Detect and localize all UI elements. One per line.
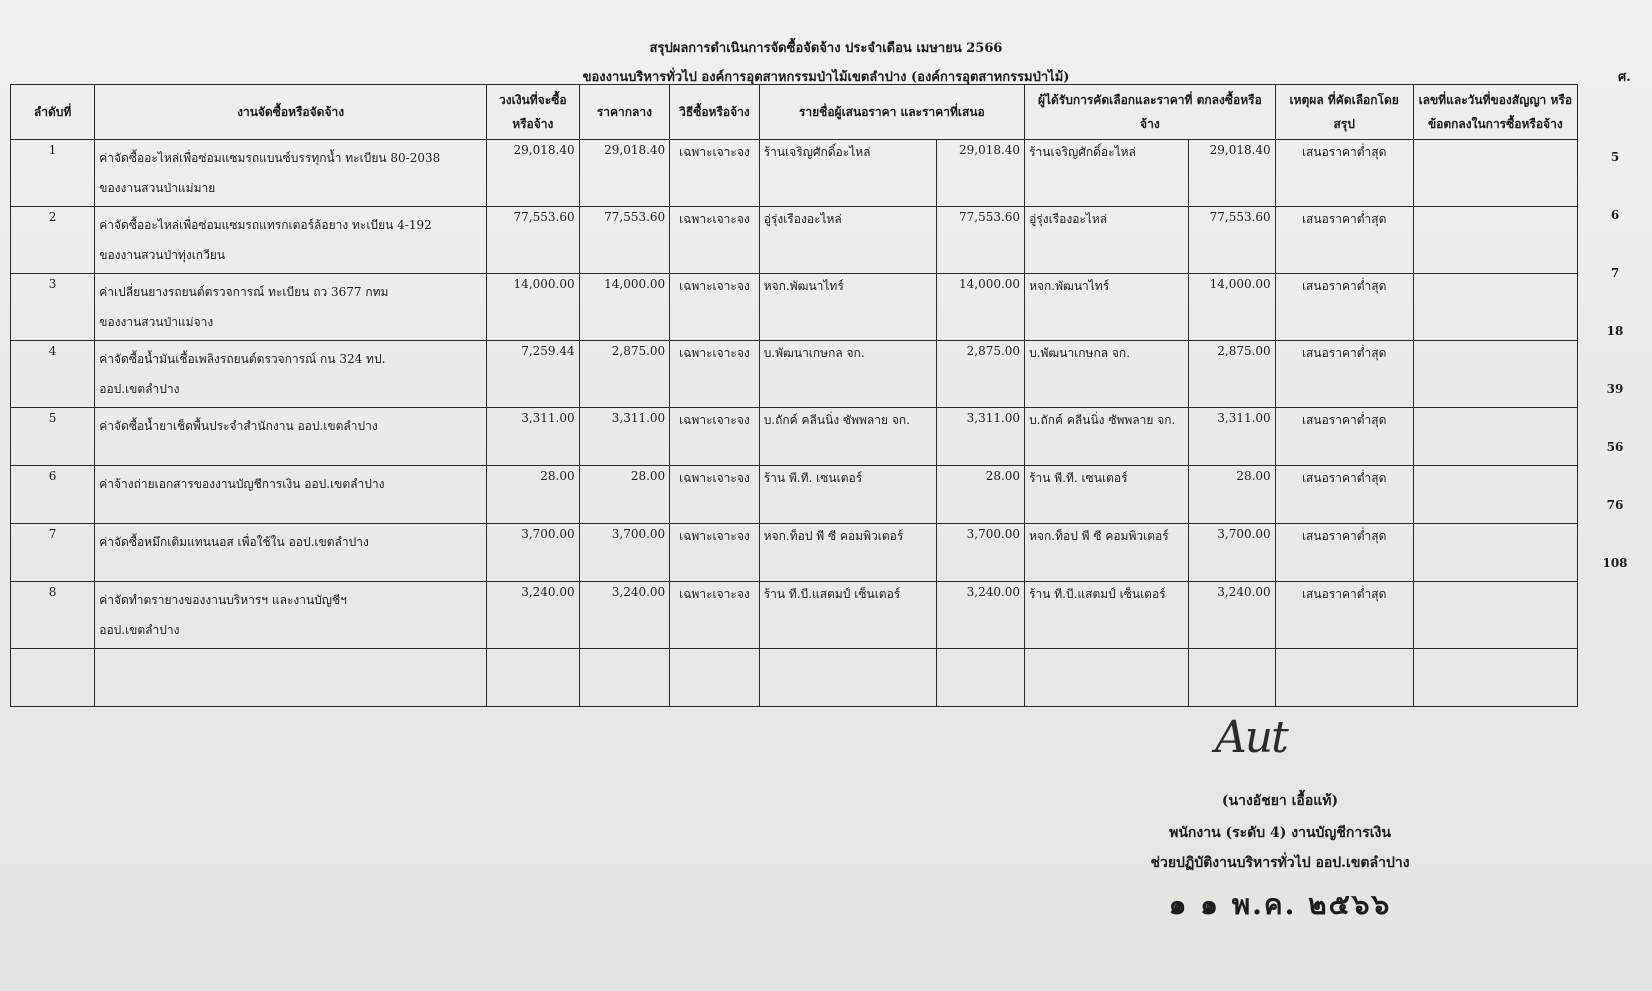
row-bidder-price: 28.00 <box>936 466 1024 524</box>
row-contract <box>1413 207 1577 274</box>
row-budget: 29,018.40 <box>486 140 579 207</box>
table-row <box>11 207 1578 274</box>
corner-note: ศ. <box>1618 70 1631 85</box>
row-seq: 4 <box>11 341 95 408</box>
row-contract <box>1413 341 1577 408</box>
row-method: เฉพาะเจาะจง <box>670 466 760 524</box>
row-task-line1: ค่าจัดซื้อน้ำมันเชื้อเพลิงรถยนต์ตรวจการณ์ กน 324 ทป. <box>99 352 386 366</box>
row-task-line2: ออป.เขตลำปาง <box>99 623 180 637</box>
table-row <box>11 341 1578 408</box>
empty-cell <box>486 649 579 707</box>
empty-cell <box>579 649 670 707</box>
row-bidder-name: ร้านเจริญศักดิ์อะไหล่ <box>759 140 936 207</box>
empty-cell <box>95 649 487 707</box>
row-winner-price: 3,240.00 <box>1189 582 1275 649</box>
row-task-line1: ค่าเปลี่ยนยางรถยนต์ตรวจการณ์ ทะเบียน ถว 3677 กทม <box>99 285 389 299</box>
row-winner-price: 28.00 <box>1189 466 1275 524</box>
table-row <box>11 140 1578 207</box>
table-row <box>11 524 1578 582</box>
row-task-line1: ค่าจัดซื้อหมึกเติมแทนนอส เพื่อใช้ใน ออป.เขตลำปาง <box>99 535 369 549</box>
procurement-table <box>10 84 1578 707</box>
empty-cell <box>670 649 760 707</box>
row-bidder-name: บ.พัฒนาเกษกล จก. <box>759 341 936 408</box>
row-task-line1: ค่าจ้างถ่ายเอกสารของงานบัญชีการเงิน ออป.เขตลำปาง <box>99 477 385 491</box>
row-budget: 14,000.00 <box>486 274 579 341</box>
empty-cell <box>936 649 1024 707</box>
row-median-price: 3,700.00 <box>579 524 670 582</box>
row-seq: 1 <box>11 140 95 207</box>
row-task <box>95 582 487 649</box>
row-method: เฉพาะเจาะจง <box>670 582 760 649</box>
row-winner-price: 14,000.00 <box>1189 274 1275 341</box>
row-winner-name: บ.พัฒนาเกษกล จก. <box>1025 341 1189 408</box>
empty-cell <box>1275 649 1413 707</box>
row-method: เฉพาะเจาะจง <box>670 140 760 207</box>
empty-cell <box>759 649 936 707</box>
header-seq: ลำดับที่ <box>11 85 95 140</box>
row-budget: 3,700.00 <box>486 524 579 582</box>
row-method: เฉพาะเจาะจง <box>670 524 760 582</box>
row-budget: 7,259.44 <box>486 341 579 408</box>
row-reason: เสนอราคาต่ำสุด <box>1275 408 1413 466</box>
row-bidder-price: 3,240.00 <box>936 582 1024 649</box>
header-method: วิธีซื้อหรือจ้าง <box>670 85 760 140</box>
row-median-price: 29,018.40 <box>579 140 670 207</box>
row-task-line1: ค่าจัดทำตรายางของงานบริหารฯ และงานบัญชีฯ <box>99 593 347 607</box>
row-seq: 2 <box>11 207 95 274</box>
table-row-empty <box>11 649 1578 707</box>
row-median-price: 14,000.00 <box>579 274 670 341</box>
row-task <box>95 524 487 582</box>
row-bidder-name: ร้าน ที.บี.แสตมป์ เซ็นเตอร์ <box>759 582 936 649</box>
empty-cell <box>1025 649 1189 707</box>
row-task-line1: ค่าจัดซื้ออะไหล่เพื่อซ่อมแซมรถแทรกเตอร์ล้อยาง ทะเบียน 4-192 <box>99 218 432 232</box>
row-seq: 8 <box>11 582 95 649</box>
page-reference: 108 <box>1602 556 1628 570</box>
header-winner: ผู้ได้รับการคัดเลือกและราคาที่ ตกลงซื้อหรือจ้าง <box>1025 85 1276 140</box>
row-budget: 3,240.00 <box>486 582 579 649</box>
handwritten-signature: Aut <box>1215 712 1287 763</box>
header-bidders: รายชื่อผู้เสนอราคา และราคาที่เสนอ <box>759 85 1024 140</box>
signature-date: ๑ ๑ พ.ค. ๒๕๖๖ <box>1168 888 1392 921</box>
row-task <box>95 274 487 341</box>
header-median-price: ราคากลาง <box>579 85 670 140</box>
row-task <box>95 140 487 207</box>
row-budget: 77,553.60 <box>486 207 579 274</box>
header-contract: เลขที่และวันที่ของสัญญา หรือข้อตกลงในการซื้อหรือจ้าง <box>1413 85 1577 140</box>
row-median-price: 2,875.00 <box>579 341 670 408</box>
row-task-line2: ของงานสวนป่าแม่จาง <box>99 315 214 329</box>
row-bidder-price: 2,875.00 <box>936 341 1024 408</box>
row-task <box>95 207 487 274</box>
row-task-line2: ออป.เขตลำปาง <box>99 382 180 396</box>
table-row <box>11 466 1578 524</box>
row-winner-name: หจก.ท็อป พี ซี คอมพิวเตอร์ <box>1025 524 1189 582</box>
row-seq: 5 <box>11 408 95 466</box>
row-winner-price: 2,875.00 <box>1189 341 1275 408</box>
row-median-price: 3,240.00 <box>579 582 670 649</box>
row-budget: 3,311.00 <box>486 408 579 466</box>
row-bidder-name: บ.ถักค์ คลีนนิ่ง ซัพพลาย จก. <box>759 408 936 466</box>
row-bidder-name: หจก.ท็อป พี ซี คอมพิวเตอร์ <box>759 524 936 582</box>
row-winner-name: ร้าน พี.ที. เซนเตอร์ <box>1025 466 1189 524</box>
row-contract <box>1413 274 1577 341</box>
row-reason: เสนอราคาต่ำสุด <box>1275 341 1413 408</box>
empty-cell <box>1413 649 1577 707</box>
row-task-line1: ค่าจัดซื้ออะไหล่เพื่อซ่อมแซมรถแบนซ์บรรทุกน้ำ ทะเบียน 80-2038 <box>99 151 441 165</box>
signer-name: (นางอัชยา เอื้อแท้) <box>1221 793 1339 809</box>
header-task: งานจัดซื้อหรือจัดจ้าง <box>95 85 487 140</box>
row-bidder-price: 14,000.00 <box>936 274 1024 341</box>
page-reference: 7 <box>1610 266 1620 280</box>
row-seq: 6 <box>11 466 95 524</box>
row-seq: 3 <box>11 274 95 341</box>
row-seq: 7 <box>11 524 95 582</box>
page-reference: 6 <box>1610 208 1620 222</box>
row-task <box>95 341 487 408</box>
row-bidder-price: 77,553.60 <box>936 207 1024 274</box>
row-reason: เสนอราคาต่ำสุด <box>1275 140 1413 207</box>
row-bidder-price: 3,700.00 <box>936 524 1024 582</box>
row-reason: เสนอราคาต่ำสุด <box>1275 274 1413 341</box>
table-header-row <box>11 85 1578 140</box>
row-method: เฉพาะเจาะจง <box>670 207 760 274</box>
row-winner-name: ร้าน ที.บี.แสตมป์ เซ็นเตอร์ <box>1025 582 1189 649</box>
row-contract <box>1413 140 1577 207</box>
row-median-price: 77,553.60 <box>579 207 670 274</box>
row-method: เฉพาะเจาะจง <box>670 408 760 466</box>
row-winner-name: หจก.พัฒนาไทร์ <box>1025 274 1189 341</box>
row-bidder-name: ร้าน พี.ที. เซนเตอร์ <box>759 466 936 524</box>
page-reference: 56 <box>1606 440 1624 454</box>
row-reason: เสนอราคาต่ำสุด <box>1275 582 1413 649</box>
row-bidder-price: 29,018.40 <box>936 140 1024 207</box>
table-row <box>11 274 1578 341</box>
row-task-line2: ของงานสวนป่าทุ่งเกวียน <box>99 248 226 262</box>
row-winner-price: 29,018.40 <box>1189 140 1275 207</box>
row-contract <box>1413 466 1577 524</box>
row-winner-name: บ.ถักค์ คลีนนิ่ง ซัพพลาย จก. <box>1025 408 1189 466</box>
row-task <box>95 408 487 466</box>
row-reason: เสนอราคาต่ำสุด <box>1275 524 1413 582</box>
table-row <box>11 582 1578 649</box>
page-reference: 39 <box>1606 382 1624 396</box>
row-method: เฉพาะเจาะจง <box>670 274 760 341</box>
signer-duty: ช่วยปฏิบัติงานบริหารทั่วไป ออป.เขตลำปาง <box>1150 855 1410 871</box>
row-bidder-name: หจก.พัฒนาไทร์ <box>759 274 936 341</box>
row-bidder-price: 3,311.00 <box>936 408 1024 466</box>
row-reason: เสนอราคาต่ำสุด <box>1275 207 1413 274</box>
header-budget: วงเงินที่จะซื้อหรือจ้าง <box>486 85 579 140</box>
row-winner-price: 3,700.00 <box>1189 524 1275 582</box>
row-winner-name: ร้านเจริญศักดิ์อะไหล่ <box>1025 140 1189 207</box>
table-row <box>11 408 1578 466</box>
document-subtitle: ของงานบริหารทั่วไป องค์การอุตสาหกรรมป่าไม้เขตลำปาง (องค์การอุตสาหกรรมป่าไม้) <box>582 70 1070 85</box>
row-contract <box>1413 582 1577 649</box>
row-contract <box>1413 524 1577 582</box>
row-median-price: 28.00 <box>579 466 670 524</box>
signer-position: พนักงาน (ระดับ 4) งานบัญชีการเงิน <box>1169 825 1391 841</box>
document-title: สรุปผลการดำเนินการจัดซื้อจัดจ้าง ประจำเดือน เมษายน 2566 <box>649 41 1003 56</box>
row-bidder-name: อู่รุ่งเรืองอะไหล่ <box>759 207 936 274</box>
table-body <box>11 140 1578 707</box>
row-task-line1: ค่าจัดซื้อน้ำยาเช็ดพื้นประจำสำนักงาน ออป.เขตลำปาง <box>99 419 378 433</box>
row-reason: เสนอราคาต่ำสุด <box>1275 466 1413 524</box>
row-winner-name: อู่รุ่งเรืองอะไหล่ <box>1025 207 1189 274</box>
row-budget: 28.00 <box>486 466 579 524</box>
row-median-price: 3,311.00 <box>579 408 670 466</box>
row-task <box>95 466 487 524</box>
row-method: เฉพาะเจาะจง <box>670 341 760 408</box>
header-reason: เหตุผล ที่คัดเลือกโดยสรุป <box>1275 85 1413 140</box>
row-winner-price: 3,311.00 <box>1189 408 1275 466</box>
page-reference: 18 <box>1606 324 1624 338</box>
row-contract <box>1413 408 1577 466</box>
empty-cell <box>11 649 95 707</box>
empty-cell <box>1189 649 1275 707</box>
page-reference: 76 <box>1606 498 1624 512</box>
row-task-line2: ของงานสวนป่าแม่มาย <box>99 181 216 195</box>
row-winner-price: 77,553.60 <box>1189 207 1275 274</box>
page-reference: 5 <box>1610 150 1620 164</box>
